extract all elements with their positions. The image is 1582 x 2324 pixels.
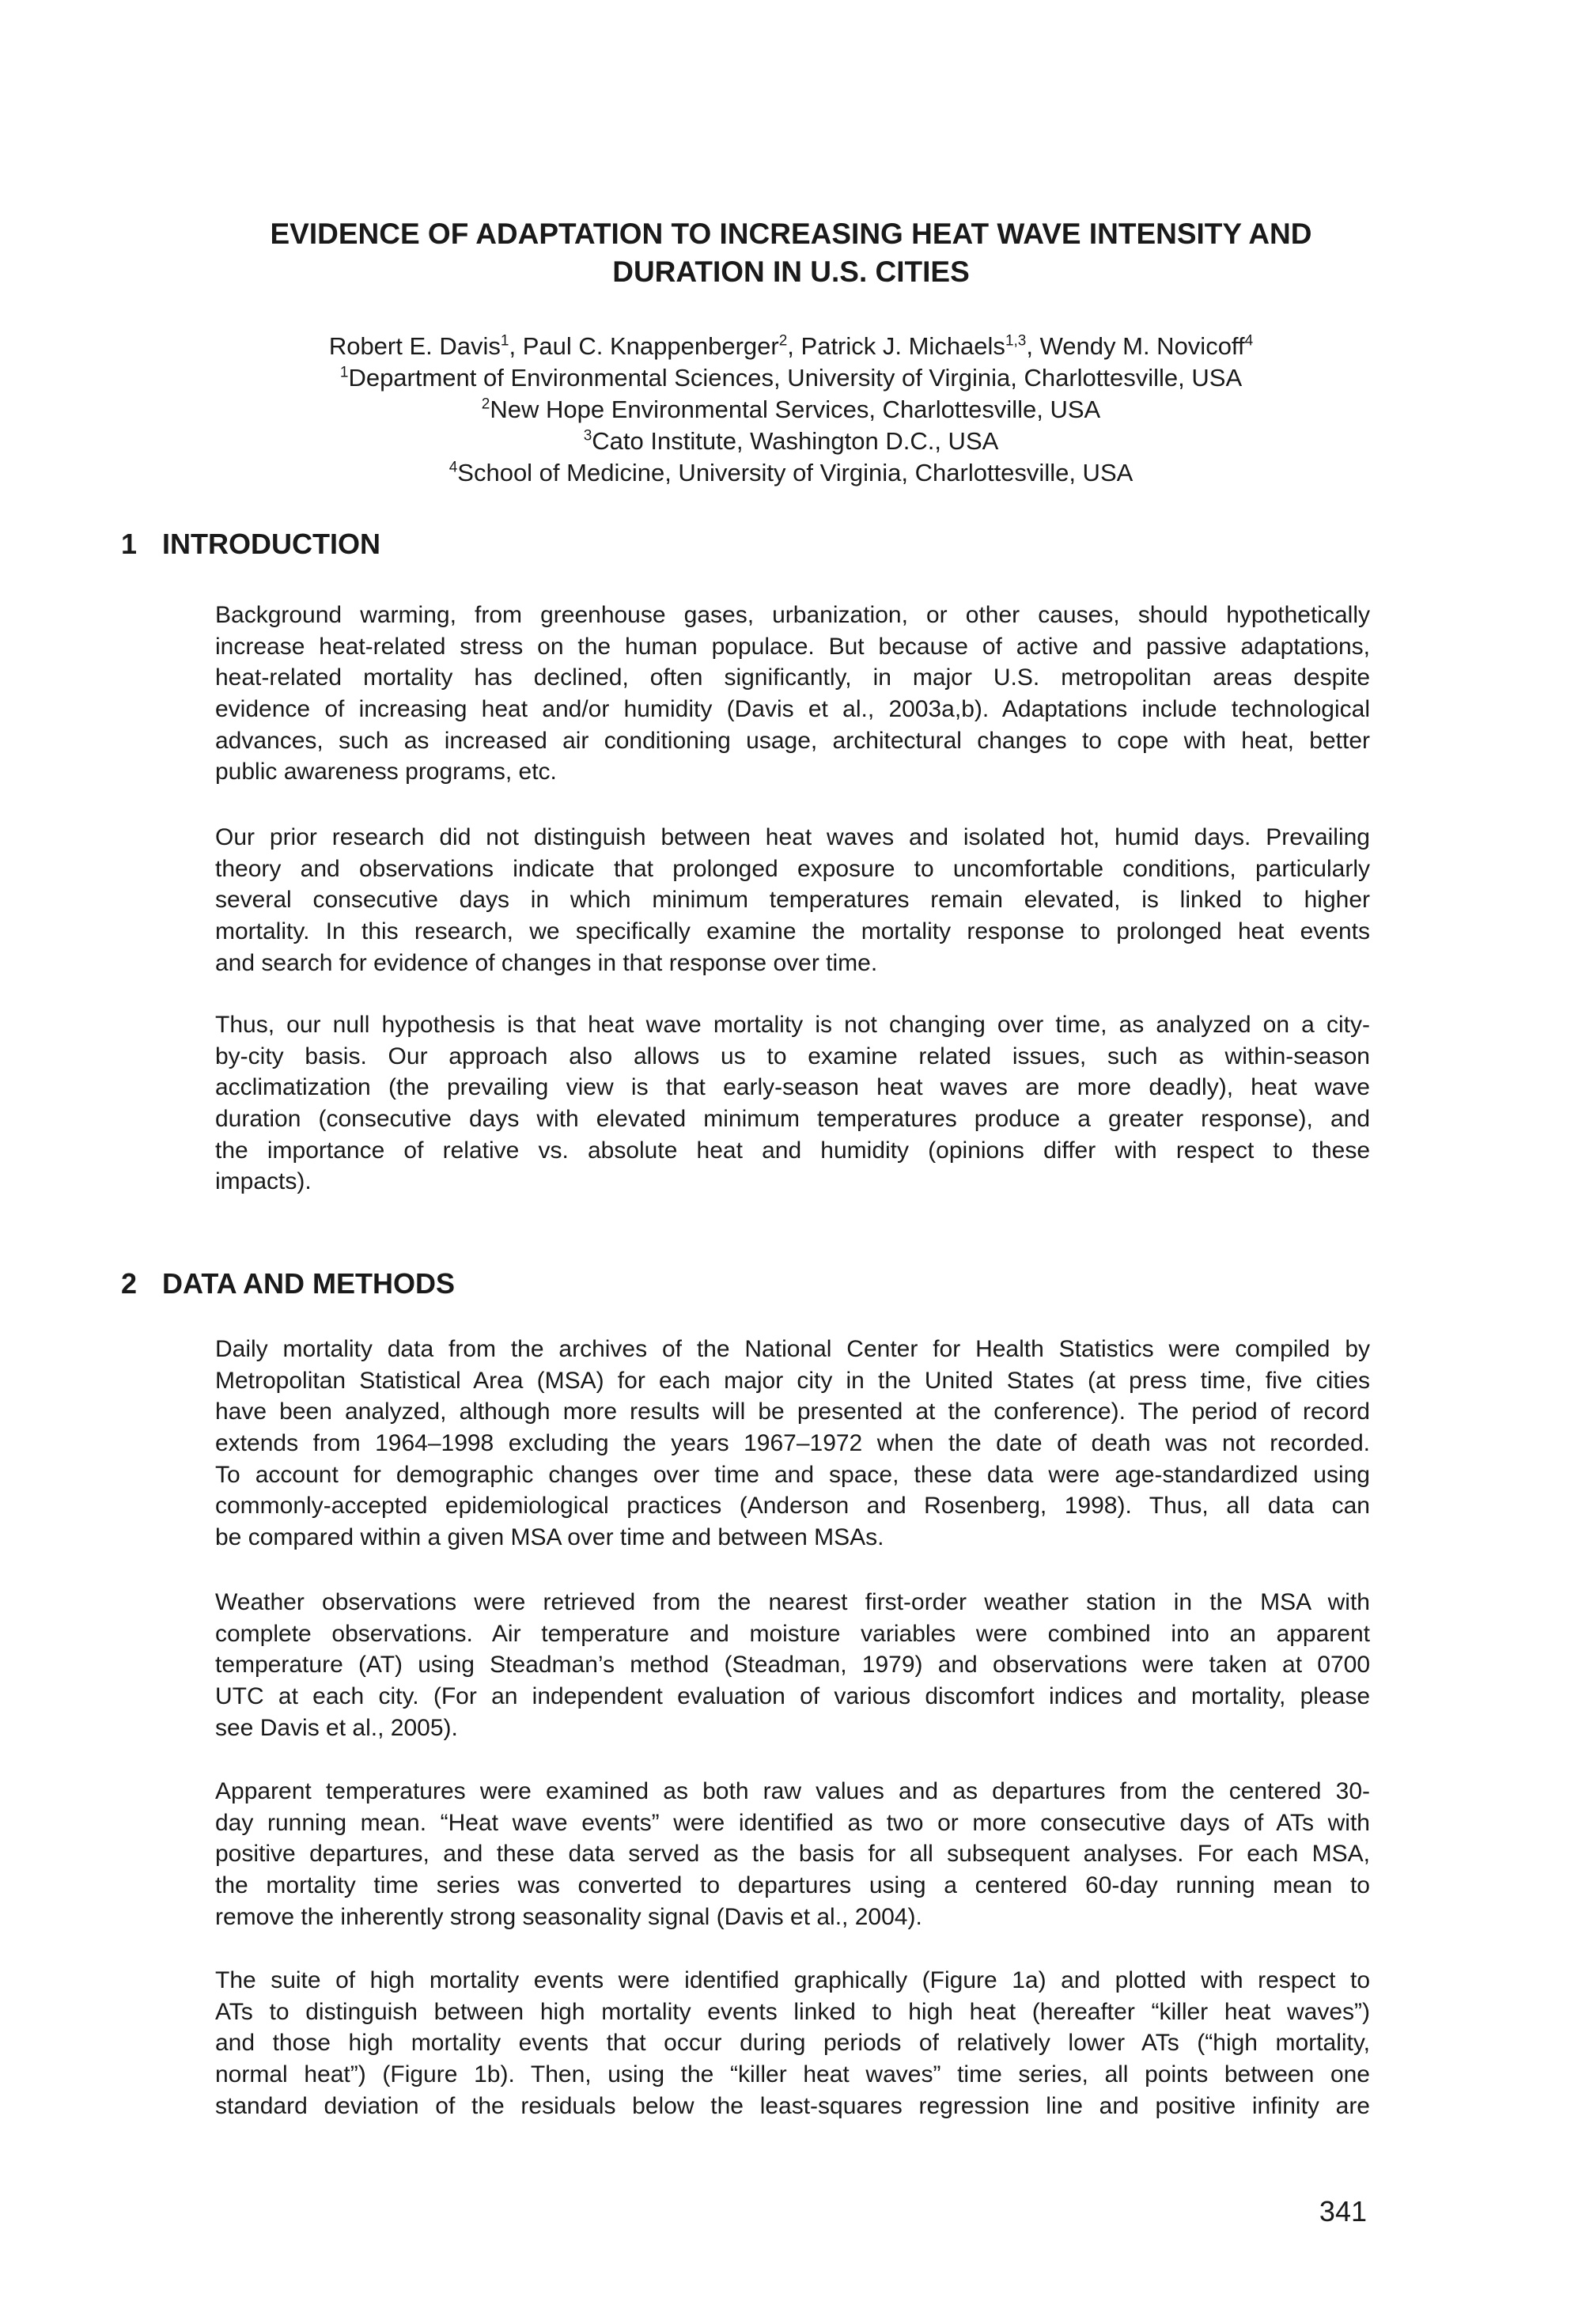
text-line: public awareness programs, etc.	[215, 759, 557, 785]
text-line: impacts).	[215, 1168, 312, 1195]
affil-sup: 2	[481, 396, 490, 413]
section-heading-introduction	[121, 527, 380, 562]
text-line: UTC at each city. (For an independent evaluation of various discomfort indices and mortality, please	[215, 1683, 1370, 1710]
text-line: Weather observations were retrieved from the nearest first-order weather station in the MSA with	[215, 1589, 1370, 1615]
text-line: positive departures, and these data served as the basis for all subsequent analyses. For each MSA,	[215, 1841, 1370, 1868]
author: Paul C. Knappenberger	[522, 332, 779, 360]
affiliation	[119, 426, 1463, 457]
text-line: day running mean. “Heat wave events” were identified as two or more consecutive days of ATs with	[215, 1809, 1370, 1836]
text-line: theory and observations indicate that prolonged exposure to uncomfortable conditions, particularly	[215, 855, 1370, 882]
text-line: Daily mortality data from the archives of the National Center for Health Statistics were compiled by	[215, 1336, 1370, 1362]
author-affil-sup: 4	[1244, 332, 1254, 350]
affiliation	[119, 362, 1463, 394]
text-line: duration (consecutive days with elevated minimum temperatures produce a greater response), and	[215, 1106, 1370, 1133]
author-affil-sup: 1,3	[1005, 332, 1027, 350]
author: Patrick J. Michaels	[800, 332, 1005, 360]
text-line: and those high mortality events that occur during periods of relatively lower ATs (“high mortality,	[215, 2030, 1370, 2057]
paragraph	[215, 822, 1370, 978]
text-line: Thus, our null hypothesis is that heat wave mortality is not changing over time, as analyzed on a city-	[215, 1012, 1370, 1038]
affil-text: Cato Institute, Washington D.C., USA	[592, 427, 999, 455]
text-line: by-city basis. Our approach also allows us to examine related issues, such as within-season	[215, 1043, 1370, 1069]
text-line: Apparent temperatures were examined as both raw values and as departures from the centered 30-	[215, 1778, 1370, 1804]
text-line: ATs to distinguish between high mortality events linked to high heat (hereafter “killer heat waves”)	[215, 1998, 1370, 2025]
affil-text: School of Medicine, University of Virginia, Charlottesville, USA	[457, 459, 1134, 486]
paragraph	[215, 1009, 1370, 1198]
text-line: temperature (AT) using Steadman’s method (Steadman, 1979) and observations were taken at 0700	[215, 1652, 1370, 1679]
text-line: several consecutive days in which minimum temperatures remain elevated, is linked to higher	[215, 887, 1370, 914]
author-list: Robert E. Davis$^1$, Paul C. Knappenberger$^2$, Patrick J. Michaels$^{1,3}$, Wendy M. Novicoff$^4$	[328, 332, 1254, 360]
paper-title	[119, 215, 1463, 291]
text-line: standard deviation of the residuals below the least-squares regression line and positive infinity are	[215, 2092, 1370, 2119]
affil-text: Department of Environmental Sciences, University of Virginia, Charlottesville, USA	[348, 364, 1243, 392]
paragraph	[215, 1334, 1370, 1554]
section-title: INTRODUCTION	[162, 528, 380, 560]
affil-sup: 3	[583, 427, 592, 445]
paragraph	[215, 1965, 1370, 2122]
text-line: Our prior research did not distinguish between heat waves and isolated hot, humid days. Prevailing	[215, 824, 1370, 850]
text-line: commonly-accepted epidemiological practices (Anderson and Rosenberg, 1998). Thus, all data can	[215, 1493, 1370, 1520]
author: Wendy M. Novicoff	[1039, 332, 1245, 360]
text-line: and search for evidence of changes in that response over time.	[215, 949, 878, 976]
text-line: Background warming, from greenhouse gases, urbanization, or other causes, should hypothetically	[215, 602, 1370, 628]
affil-sup: 4	[448, 459, 458, 476]
affiliation	[119, 394, 1463, 426]
paragraph	[215, 1776, 1370, 1932]
text-line: normal heat”) (Figure 1b). Then, using the “killer heat waves” time series, all points between one	[215, 2061, 1370, 2088]
text-line: increase heat-related stress on the human populace. But because of active and passive adaptations,	[215, 633, 1370, 660]
text-line: heat-related mortality has declined, often significantly, in major U.S. metropolitan areas despite	[215, 664, 1370, 691]
text-line: Metropolitan Statistical Area (MSA) for each major city in the United States (at press time, five cities	[215, 1367, 1370, 1394]
text-line: acclimatization (the prevailing view is that early-season heat waves are more deadly), heat wave	[215, 1074, 1370, 1101]
paragraph	[215, 600, 1370, 788]
author-affil-sup: 2	[778, 332, 788, 350]
section-number: 1	[121, 528, 138, 560]
paragraph	[215, 1587, 1370, 1743]
title-line: DURATION IN U.S. CITIES	[612, 255, 970, 288]
text-line: remove the inherently strong seasonality signal (Davis et al., 2004).	[215, 1903, 922, 1930]
text-line: To account for demographic changes over time and space, these data were age-standardized using	[215, 1461, 1370, 1488]
author-affil-sup: 1	[500, 332, 509, 350]
text-line: the mortality time series was converted to departures using a centered 60-day running mean to	[215, 1872, 1370, 1899]
text-line: be compared within a given MSA over time and between MSAs.	[215, 1524, 884, 1551]
text-line: have been analyzed, although more results will be presented at the conference). The period of record	[215, 1399, 1370, 1425]
text-line: mortality. In this research, we specifically examine the mortality response to prolonged heat events	[215, 918, 1370, 945]
affil-sup: 1	[339, 364, 349, 381]
section-title: DATA AND METHODS	[162, 1267, 455, 1300]
affil-text: New Hope Environmental Services, Charlottesville, USA	[490, 396, 1101, 423]
text-line: The suite of high mortality events were identified graphically (Figure 1a) and plotted with respect to	[215, 1967, 1370, 1993]
text-line: extends from 1964–1998 excluding the years 1967–1972 when the date of death was not recorded.	[215, 1430, 1370, 1457]
author: Robert E. Davis	[328, 332, 501, 360]
page-number: 341	[1319, 2195, 1367, 2227]
text-line: evidence of increasing heat and/or humidity (Davis et al., 2003a,b). Adaptations include technological	[215, 696, 1370, 723]
text-line: see Davis et al., 2005).	[215, 1714, 458, 1741]
text-line: the importance of relative vs. absolute heat and humidity (opinions differ with respect to these	[215, 1137, 1370, 1164]
section-heading-data-methods	[121, 1266, 455, 1301]
affiliation	[119, 457, 1463, 489]
text-line: complete observations. Air temperature and moisture variables were combined into an apparent	[215, 1620, 1370, 1647]
title-line: EVIDENCE OF ADAPTATION TO INCREASING HEAT WAVE INTENSITY AND	[270, 218, 1312, 250]
text-line: advances, such as increased air conditioning usage, architectural changes to cope with heat, better	[215, 727, 1370, 754]
section-number: 2	[121, 1267, 138, 1300]
